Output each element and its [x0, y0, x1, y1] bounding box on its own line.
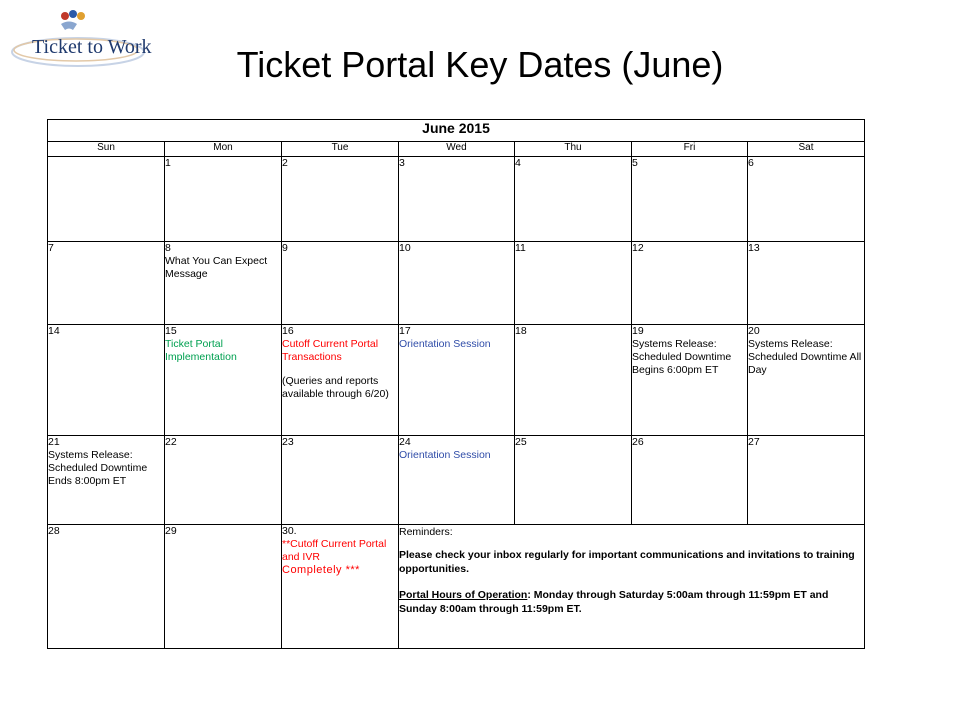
day-cell — [165, 325, 282, 436]
event-text: Cutoff Current Portal Transactions — [282, 338, 379, 363]
day-number: 2 — [282, 157, 288, 169]
day-number: 26 — [632, 436, 644, 448]
calendar-week-row — [48, 325, 865, 436]
day-cell — [748, 157, 865, 242]
day-number: 11 — [515, 242, 526, 254]
event-text: Orientation Session — [399, 449, 491, 461]
calendar-week-row — [48, 436, 865, 525]
day-cell — [399, 157, 515, 242]
day-number: 7 — [48, 242, 54, 254]
day-cell — [515, 436, 632, 525]
day-number: 16 — [282, 325, 294, 337]
day-number: 5 — [632, 157, 638, 169]
day-cell — [515, 325, 632, 436]
day-number: 20 — [748, 325, 760, 337]
day-number: 10 — [399, 242, 411, 254]
day-number: 12 — [632, 242, 644, 254]
day-cell — [282, 242, 399, 325]
day-cell — [399, 242, 515, 325]
day-cell — [165, 436, 282, 525]
day-number: 8 — [165, 242, 171, 254]
day-cell — [632, 157, 748, 242]
portal-hours-label: Portal Hours of Operation — [399, 589, 528, 601]
day-number: 25 — [515, 436, 527, 448]
day-number: 19 — [632, 325, 644, 337]
day-number: 23 — [282, 436, 294, 448]
june-calendar — [47, 119, 865, 649]
day-cell — [48, 436, 165, 525]
weekday-tue: Tue — [282, 142, 399, 157]
day-cell — [48, 525, 165, 649]
portal-hours-text: : Monday through Saturday 5:00am through 11:59pm ET and Sunday 8:00am through 11:59pm ET. — [399, 589, 829, 615]
reminder-inbox: Please check your inbox regularly for important communications and invitations to training opportunities. — [399, 549, 855, 575]
day-number: 15 — [165, 325, 177, 337]
day-cell — [399, 325, 515, 436]
calendar-week-row — [48, 525, 865, 649]
day-cell — [282, 436, 399, 525]
day-number: 21 — [48, 436, 60, 448]
day-cell — [748, 242, 865, 325]
day-number: 27 — [748, 436, 760, 448]
day-cell — [165, 525, 282, 649]
day-cell — [515, 242, 632, 325]
day-number: 18 — [515, 325, 527, 337]
reminders-cell — [399, 525, 865, 649]
event-text-completely: Completely *** — [282, 564, 360, 576]
day-cell — [48, 242, 165, 325]
day-cell — [282, 325, 399, 436]
day-number: 3 — [399, 157, 405, 169]
event-text: Orientation Session — [399, 338, 491, 350]
event-note: (Queries and reports available through 6/20) — [282, 375, 389, 400]
calendar-week-row — [48, 242, 865, 325]
day-number: 30. — [282, 525, 297, 537]
event-text: Systems Release: Scheduled Downtime Ends 8:00pm ET — [48, 449, 148, 487]
day-number: 22 — [165, 436, 177, 448]
reminders-label: Reminders: — [399, 526, 453, 538]
event-text: Systems Release: Scheduled Downtime Begins 6:00pm ET — [632, 338, 732, 376]
day-number: 1 — [165, 157, 171, 169]
day-cell — [282, 157, 399, 242]
day-cell — [632, 325, 748, 436]
day-number: 6 — [748, 157, 754, 169]
weekday-thu: Thu — [515, 142, 632, 157]
day-cell — [515, 157, 632, 242]
event-text: Systems Release: Scheduled Downtime All Day — [748, 338, 862, 376]
day-cell — [165, 157, 282, 242]
day-cell — [632, 436, 748, 525]
day-number: 13 — [748, 242, 760, 254]
weekday-sun: Sun — [48, 142, 165, 157]
day-number: 9 — [282, 242, 288, 254]
weekday-mon: Mon — [165, 142, 282, 157]
weekday-sat: Sat — [748, 142, 865, 157]
day-number: 29 — [165, 525, 177, 537]
weekday-wed: Wed — [399, 142, 515, 157]
day-number: 24 — [399, 436, 411, 448]
event-text: Ticket Portal Implementation — [165, 338, 237, 363]
event-text: **Cutoff Current Portal and IVR — [282, 538, 387, 563]
day-cell — [165, 242, 282, 325]
day-number: 17 — [399, 325, 411, 337]
weekday-fri: Fri — [632, 142, 748, 157]
page-title: Ticket Portal Key Dates (June) — [236, 44, 724, 85]
day-cell — [48, 325, 165, 436]
day-cell — [282, 525, 399, 649]
reminder-portal-hours — [399, 588, 864, 616]
day-number: 28 — [48, 525, 60, 537]
calendar-month-header: June 2015 — [48, 120, 865, 142]
day-cell — [748, 325, 865, 436]
day-number: 4 — [515, 157, 521, 169]
event-text: What You Can Expect Message — [165, 255, 268, 280]
day-cell — [632, 242, 748, 325]
day-cell — [399, 436, 515, 525]
day-cell-empty — [48, 157, 165, 242]
calendar-week-row — [48, 157, 865, 242]
day-number: 14 — [48, 325, 60, 337]
day-cell — [748, 436, 865, 525]
logo-text: Ticket to Work — [32, 36, 152, 58]
